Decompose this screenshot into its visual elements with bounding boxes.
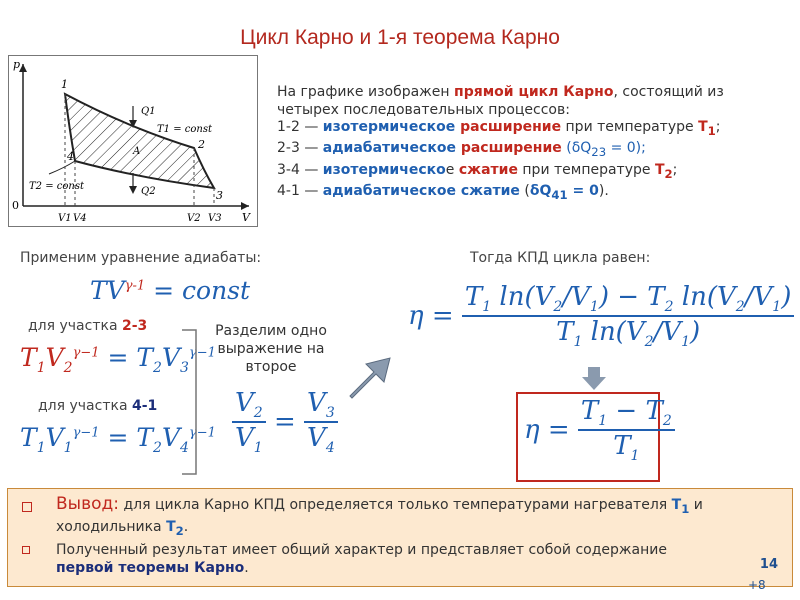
point-2: 2 [198,138,205,151]
point-4: 4 [67,150,74,163]
process-1-2: 1-2 — изотермическое расширение при температуре $T_1$; [277,119,721,138]
adiabat-heading: Применим уравнение адиабаты: [20,250,262,266]
bullet-icon [22,502,32,512]
point-3: 3 [216,189,223,202]
cycle-area [65,94,214,188]
q2-arrow-icon [129,186,137,194]
bracket-icon [180,328,200,478]
work-area-label: A [133,146,141,157]
arrow-icon [344,352,394,402]
section-4-1-label: для участка 4-1 [38,398,158,414]
section-2-3-label: для участка 2-3 [28,318,148,334]
point-1: 1 [61,78,68,91]
process-3-4: 3-4 — изотермическое сжатие при температуре $T_2$; [277,161,678,181]
t2-const-label: T2 = const [29,181,84,192]
efficiency-heading: Тогда КПД цикла равен: [470,250,651,266]
tick-v3: V3 [208,213,222,224]
down-arrow-icon [580,367,608,391]
tick-v4: V4 [73,213,87,224]
slide-title: Цикл Карно и 1-я теорема Карно [240,26,560,49]
q2-label: Q2 [141,186,156,197]
p-axis-label: p [13,58,21,71]
p-axis-arrow-icon [19,64,27,72]
pv-diagram [8,55,258,227]
equation-2-3: $T_1V_2^{\gamma-1} = T_2V_3^{\gamma-1}$ [20,343,216,376]
final-efficiency-formula: η = $\frac{T_1 - T_2}{T_1}$ [524,396,675,464]
volume-ratio-equation: $\frac{V_2}{V_1}$ = $\frac{V_3}{V_4}$ [232,388,338,456]
bullet-icon [22,546,30,554]
intro-text [277,84,787,204]
process-4-1: 4-1 — адиабатическое сжатие $(\delta Q_{41} = 0)$. [277,182,609,202]
q1-label: Q1 [141,106,156,117]
carnot-cycle-graph [9,56,257,226]
page-number: 14 [759,557,778,572]
process-2-3: 2-3 — адиабатическое расширение $(\delta Q_{23} = 0)$; [277,140,646,160]
v-axis-arrow-icon [241,202,249,210]
t1-const-label: T1 = const [157,124,212,135]
divide-note: Разделим одно выражение на второе [215,323,327,375]
origin-label: 0 [12,199,19,212]
tick-v2: V2 [187,213,201,224]
summary-panel: Вывод: для цикла Карно КПД определяется только температурами нагревателя $T_1$ и холодильника $T_2$. Полученный результат имеет общий характер и представляет собой содержание первой теоремы Карно. 14 [7,488,793,587]
intro-line-1: На графике изображен прямой цикл Карно, состоящий из четырех последовательных процессов: [277,84,724,118]
equation-4-1: $T_1V_1^{\gamma-1} = T_2V_4^{\gamma-1}$ [20,423,216,456]
page-extra: +8 [748,578,766,592]
efficiency-formula: η = $\frac{T_1 \ln(V_2/V_1) - T_2 \ln(V_2/V_1)}{T_1 \ln(V_2/V_1)}$ [408,282,794,350]
v-axis-label: V [242,211,250,224]
adiabat-equation: $TV^{\gamma-1}$ = const [90,276,251,305]
tick-v1: V1 [58,213,72,224]
